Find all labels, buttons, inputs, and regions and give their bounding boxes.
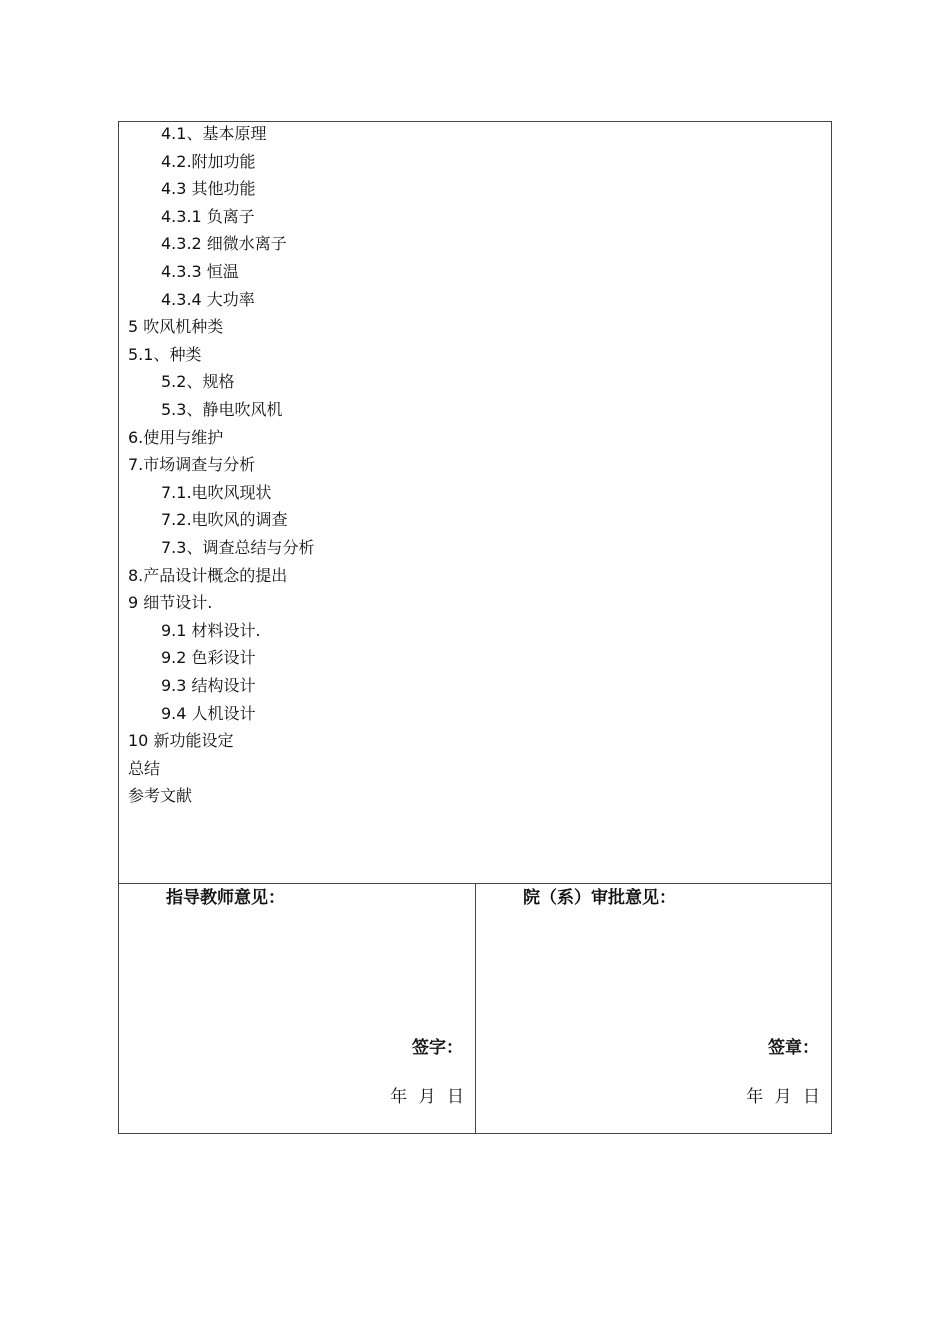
- outline-item: 4.3.4 大功率: [161, 289, 255, 309]
- outline-item: 5.2、规格: [161, 372, 235, 392]
- outline-item: 9.4 人机设计: [161, 703, 256, 723]
- outline-item: 7.1.电吹风现状: [161, 482, 272, 502]
- outline-item: 5.3、静电吹风机: [161, 400, 283, 419]
- outline-item: 参考文献: [128, 786, 193, 806]
- outline-item: 4.3.2 细微水离子: [161, 234, 287, 254]
- advisor-date-line: 年 月 日: [390, 1087, 467, 1107]
- outline-item: 9 细节设计.: [128, 593, 213, 613]
- outline-item: 4.3.1 负离子: [161, 206, 255, 226]
- outline-item: 7.2.电吹风的调查: [161, 510, 288, 530]
- advisor-opinion-cell: [119, 884, 476, 1133]
- outline-item: 8.产品设计概念的提出: [128, 565, 288, 585]
- outline-item: 7.市场调查与分析: [128, 455, 256, 475]
- advisor-signature-label: 签字：: [412, 1038, 463, 1058]
- outline-item: 6.使用与维护: [128, 427, 224, 447]
- advisor-opinion-heading: 指导教师意见：: [166, 888, 285, 908]
- outline-item: 4.2.附加功能: [161, 151, 256, 171]
- outline-item: 总结: [128, 758, 161, 778]
- outline-item: 5.1、种类: [128, 344, 202, 364]
- outline-cell: [119, 122, 831, 884]
- approval-form-table: [118, 121, 832, 1134]
- outline-item: 4.3.3 恒温: [161, 262, 239, 281]
- outline-item: 4.3 其他功能: [161, 179, 256, 199]
- department-date-line: 年 月 日: [746, 1087, 823, 1107]
- outline-item: 7.3、调查总结与分析: [161, 538, 315, 557]
- outline-item: 10 新功能设定: [128, 731, 234, 751]
- outline-item: 9.3 结构设计: [161, 676, 256, 695]
- outline-item: 9.1 材料设计.: [161, 620, 261, 640]
- outline-item: 5 吹风机种类: [128, 317, 224, 337]
- outline-item: 4.1、基本原理: [161, 124, 267, 143]
- department-opinion-cell: [476, 884, 831, 1133]
- outline-item: 9.2 色彩设计: [161, 648, 256, 668]
- department-opinion-heading: 院（系）审批意见：: [523, 888, 676, 908]
- department-seal-label: 签章：: [768, 1038, 819, 1058]
